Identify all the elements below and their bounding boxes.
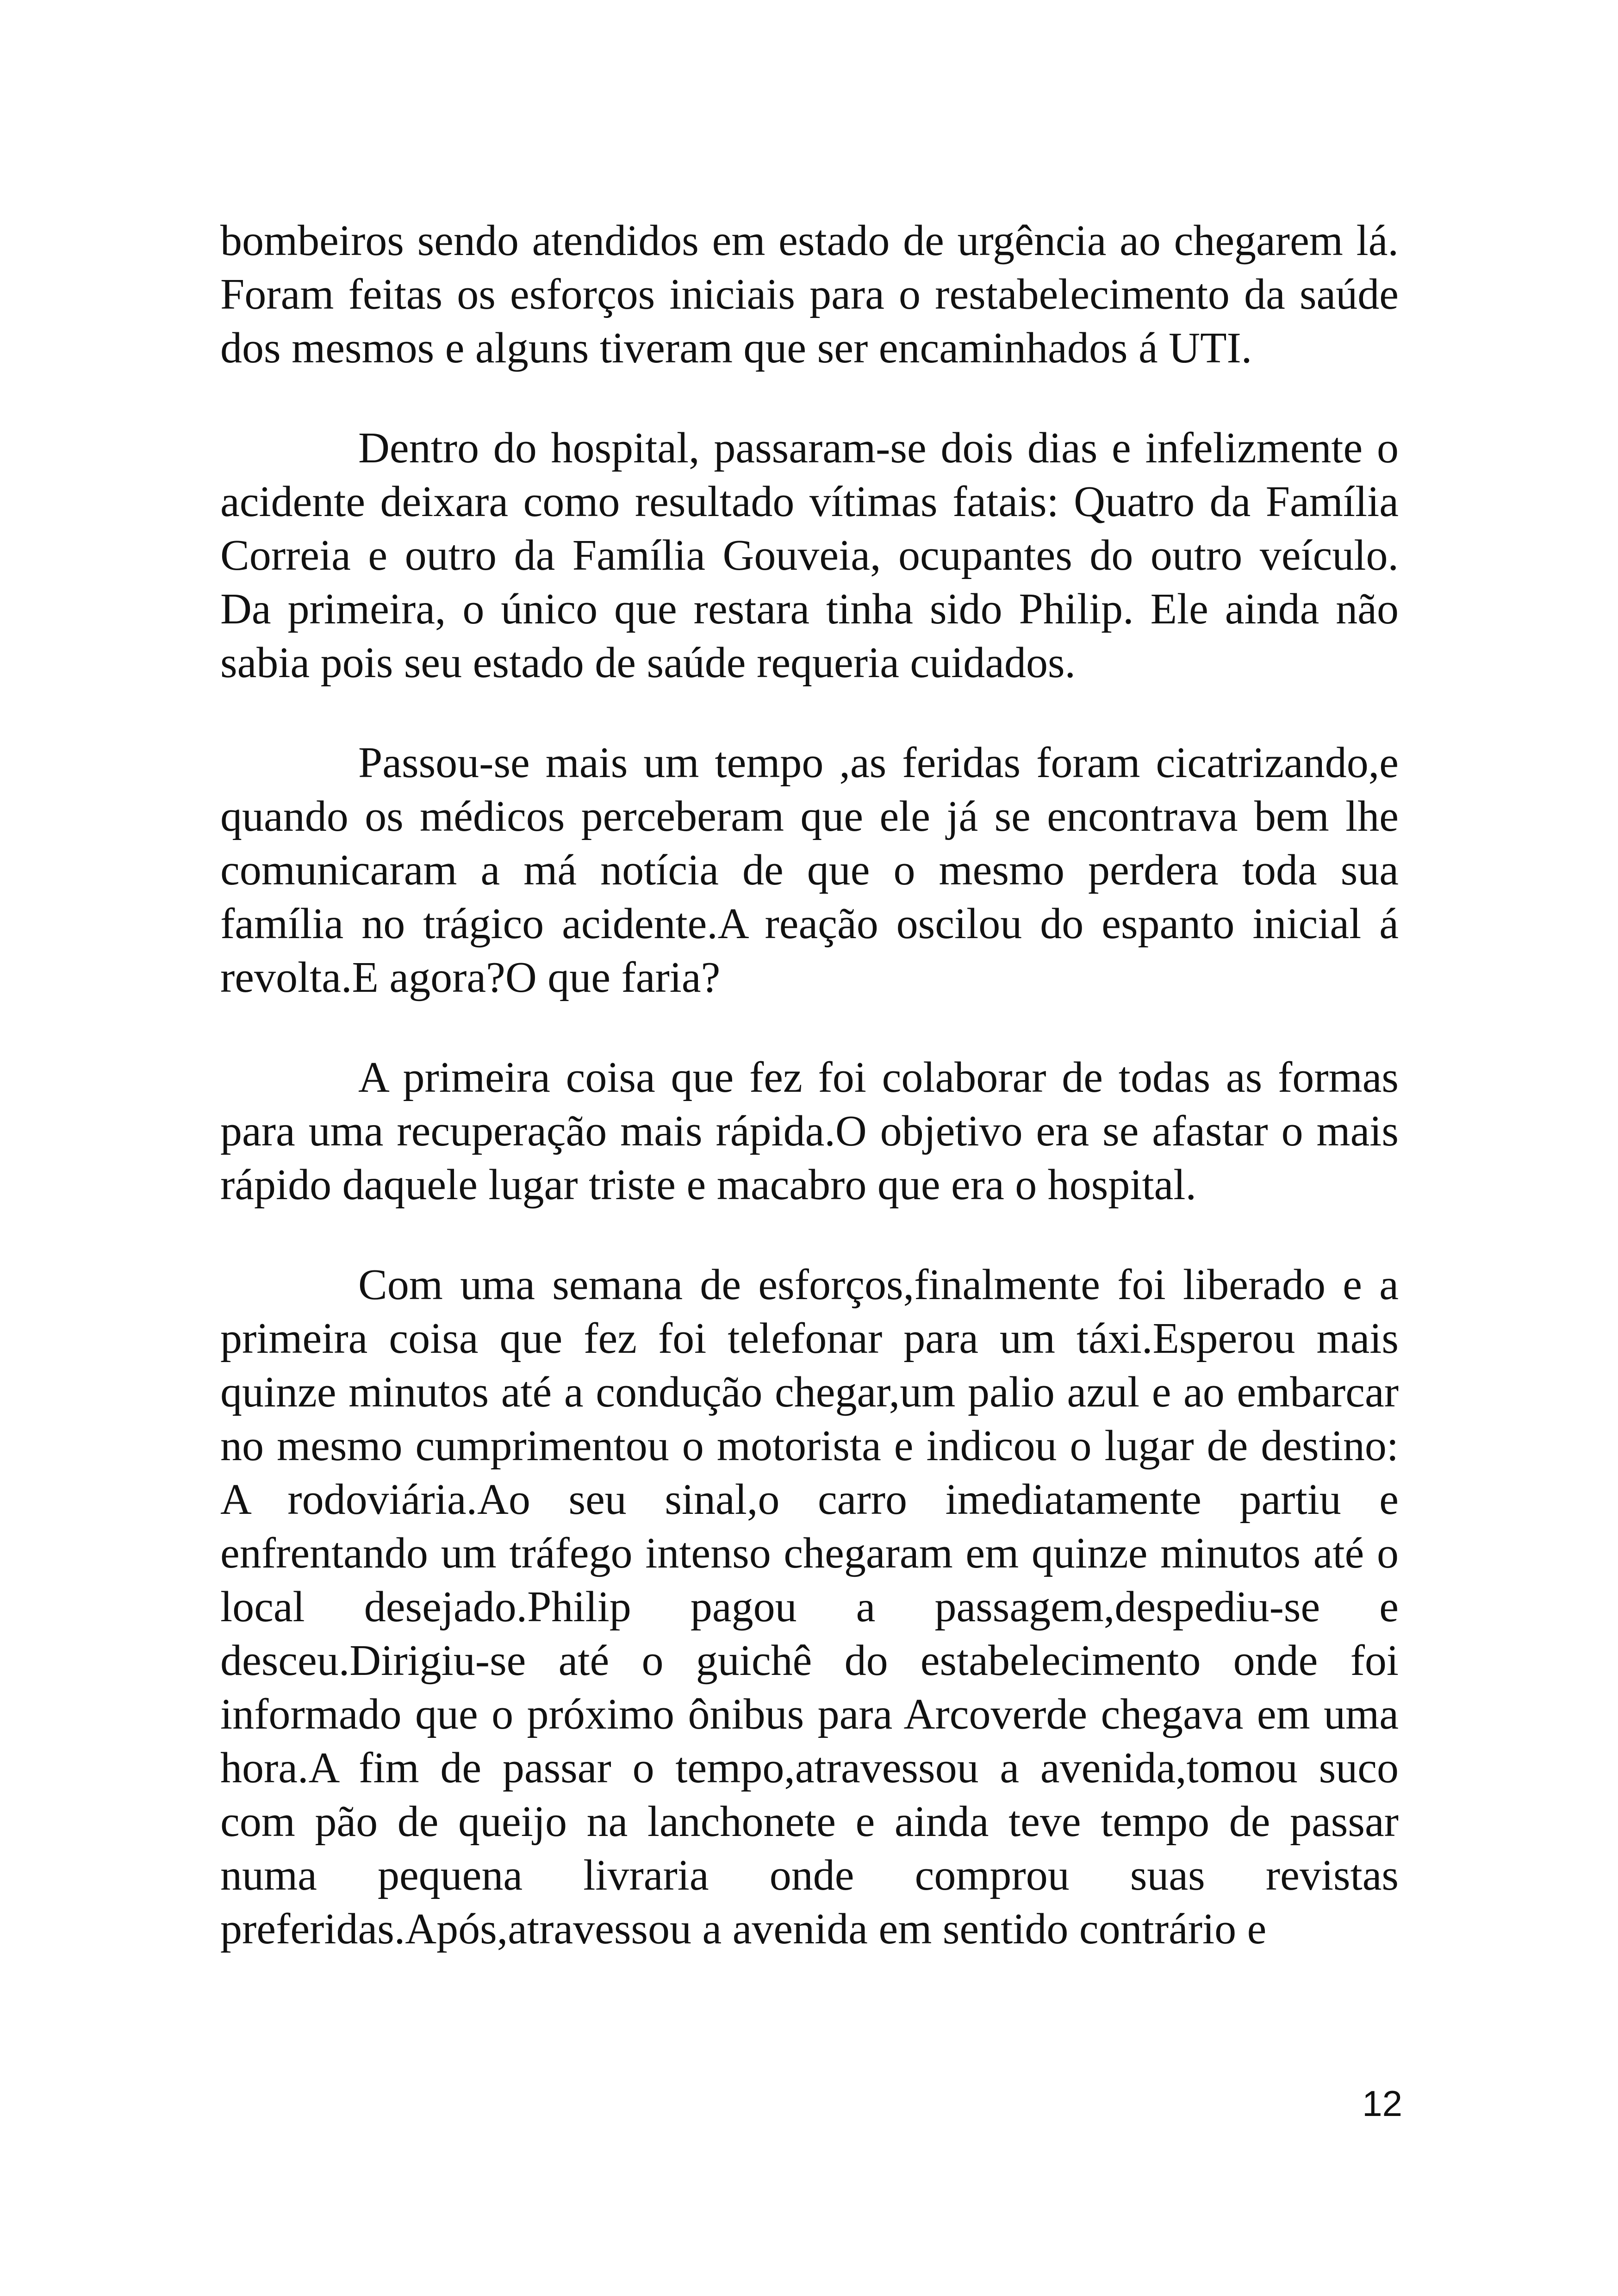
paragraph-2: Dentro do hospital, passaram-se dois dias e infelizmente o acidente deixara como resultado vítimas fatais: Quatro da Família Correia e outro da Família Gouveia, ocupantes do outro veículo. Da primeira, o único que restara tinha sido Philip. Ele ainda não sabia pois seu estado de saúde requeria cuidados. — [220, 424, 1399, 687]
page-number: 12 — [1362, 2083, 1402, 2124]
paragraph-1: bombeiros sendo atendidos em estado de urgência ao chegarem lá. Foram feitas os esforços iniciais para o restabelecimento da saúde dos mesmos e alguns tiveram que ser encaminhados á UTI. — [220, 217, 1399, 372]
body-text — [220, 214, 1399, 2002]
paragraph-3: Passou-se mais um tempo ,as feridas foram cicatrizando,e quando os médicos perceberam que ele já se encontrava bem lhe comunicaram a má notícia de que o mesmo perdera toda sua família no trágico acidente.A reação oscilou do espanto inicial á revolta.E agora?O que faria? — [220, 739, 1399, 1002]
paragraph-4: A primeira coisa que fez foi colaborar de todas as formas para uma recuperação mais rápida.O objetivo era se afastar o mais rápido daquele lugar triste e macabro que era o hospital. — [220, 1053, 1399, 1209]
paragraph-5: Com uma semana de esforços,finalmente foi liberado e a primeira coisa que fez foi telefonar para um táxi.Esperou mais quinze minutos até a condução chegar,um palio azul e ao embarcar no mesmo cumprimentou o motorista e indicou o lugar de destino: A rodoviária.Ao seu sinal,o carro imediatamente partiu e enfrentando um tráfego intenso chegaram em quinze minutos até o local desejado.Philip pagou a passagem,despediu-se e desceu.Dirigiu-se até o guichê do estabelecimento onde foi informado que o próximo ônibus para Arcoverde chegava em uma hora.A fim de passar o tempo,atravessou a avenida,tomou suco com pão de queijo na lanchonete e ainda teve tempo de passar numa pequena livraria onde comprou suas revistas preferidas.Após,atravessou a avenida em sentido contrário e — [220, 1261, 1399, 1953]
